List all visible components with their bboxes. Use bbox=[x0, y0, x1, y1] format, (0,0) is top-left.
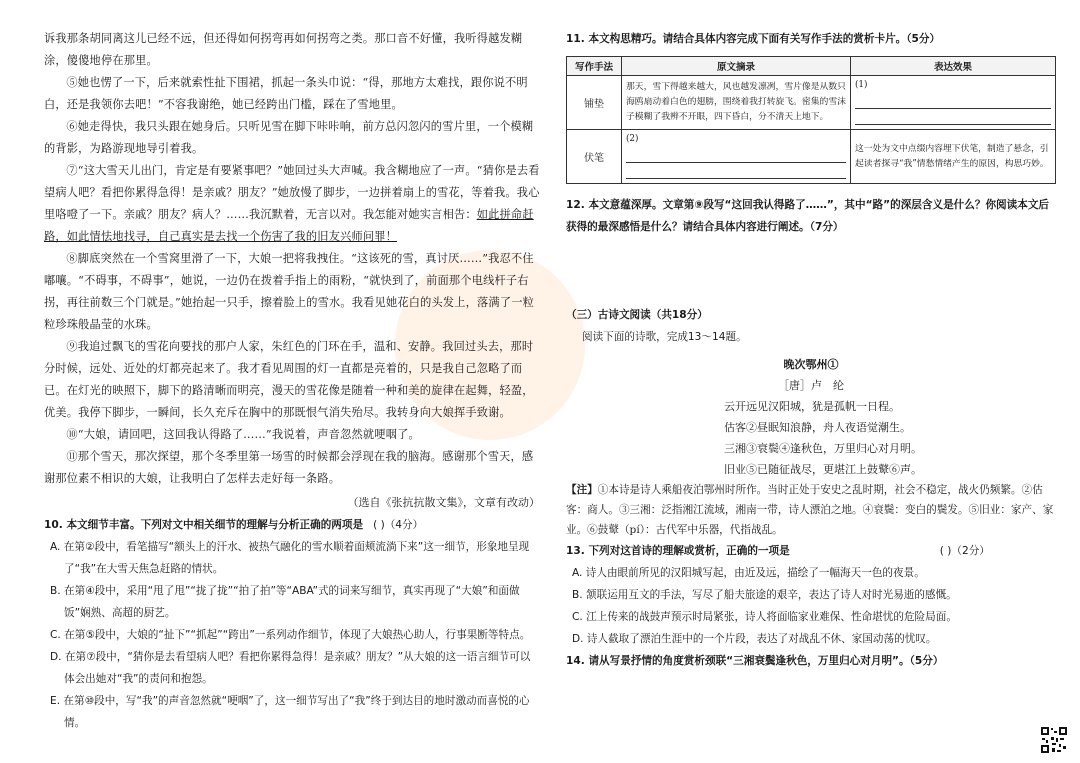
row1-effect-cell bbox=[851, 76, 1056, 130]
q13-option-c: C. 江上传来的战鼓声预示时局紧张，诗人将面临家业难保、性命堪忧的危险局面。 bbox=[572, 611, 957, 623]
q10-option-e: E. 在第⑩段中，写“我”的声音忽然就“哽咽”了，这一细节写出了“我”终于到达目的地时激动而喜悦的心情。 bbox=[50, 695, 530, 729]
answer-blank[interactable] bbox=[855, 111, 1051, 125]
question-14: 14. 请从写景抒情的角度赏析颈联“三湘衰鬓逢秋色，万里归心对月明”。（5分） bbox=[566, 655, 944, 667]
para-11: ⑪那个雪天，那次探望，那个冬季里第一场雪的时候都会浮现在我的脑海。感谢那个雪天，感谢那位素不相识的大娘，让我明白了怎样去走好每一条路。 bbox=[44, 450, 534, 485]
header-effect: 表达效果 bbox=[851, 57, 1056, 76]
row2-effect: 这一处为文中点缀内容埋下伏笔，制造了悬念，引起读者探寻“我”情愁情绪产生的原因，构思巧妙。 bbox=[851, 130, 1056, 184]
source-note: （选自《张抗抗散文集》，文章有改动） bbox=[347, 496, 540, 509]
q10-option-c: C. 在第⑤段中，大娘的“扯下”“抓起”“跨出”一系列动作细节，体现了大娘热心助人，行事果断等特点。 bbox=[50, 629, 531, 641]
q10-option-b: B. 在第④段中，采用“甩了甩”“拢了拢”“拍了拍”等“ABA”式的词来写细节，真实再现了“大娘”和面做饭”娴熟、高超的厨艺。 bbox=[50, 585, 520, 619]
para-5: ⑤她也愣了一下，后来就索性扯下围裙，抓起一条头巾说：“得，那地方太难找，跟你说不明白，还是我领你去吧！”不容我谢绝，她已经跨出门槛，踩在了雪地里。 bbox=[44, 76, 528, 111]
row2-quote-cell bbox=[622, 130, 851, 184]
para-7 bbox=[44, 160, 540, 248]
note-label: 【注】 bbox=[566, 484, 598, 496]
left-column bbox=[44, 28, 540, 734]
poem-title: 晚次鄂州① bbox=[783, 358, 839, 371]
row2-method: 伏笔 bbox=[567, 130, 622, 184]
answer-blank[interactable] bbox=[855, 95, 1051, 109]
q10-option-d: D. 在第⑦段中，“猜你是去看望病人吧？看把你累得急得！是亲戚？朋友？”从大娘的这一语言细节可以体会出她对“我”的责问和抱怨。 bbox=[50, 651, 531, 685]
appreciation-card-table bbox=[566, 56, 1056, 184]
question-10-mark: ( )（4分） bbox=[373, 519, 424, 531]
row1-effect-label: (1) bbox=[855, 80, 868, 90]
section-3-intro: 阅读下面的诗歌，完成13～14题。 bbox=[582, 331, 747, 343]
question-13-stem: 13. 下列对这首诗的理解或赏析，正确的一项是 bbox=[566, 545, 790, 557]
poem-notes bbox=[566, 480, 1056, 540]
table-row bbox=[567, 76, 1056, 130]
question-11 bbox=[566, 28, 1056, 50]
answer-space[interactable] bbox=[566, 238, 1056, 304]
header-method: 写作手法 bbox=[567, 57, 622, 76]
para-7-text: ⑦“这大雪天儿出门，肯定是有要紧事吧？”她回过头大声喊。我含糊地应了一声。“猜你是去看望病人吧？看把你累得急得！是亲戚？朋友？”她放慢了脚步，一边拼着扇上的雪花，等着我。我心里咯噔了一下。亲戚？朋友？病人？……我沉默着，无言以对。我怎能对她实言相告： bbox=[44, 164, 540, 221]
para-8: ⑧脚底突然在一个雪窝里滑了一下，大娘一把将我拽住。“这该死的雪，真讨厌……”我忍不住嘟嚷。“不碍事，不碍事”，她说，一边仍在拨着手指上的雨粉，“就快到了，前面那个电线杆子右拐，再往前数三个门就是。”她抬起一只手，擦着脸上的雪水。我看见她花白的头发上，落满了一粒粒珍珠般晶莹的水珠。 bbox=[44, 252, 534, 331]
q13-option-a: A. 诗人由眼前所见的汉阳城写起，由近及远，描绘了一幅海天一色的夜景。 bbox=[572, 567, 925, 579]
poem-author: ［唐］卢 纶 bbox=[778, 379, 844, 392]
answer-blank[interactable] bbox=[626, 149, 846, 163]
para-9: ⑨我追过飘飞的雪花向要找的那户人家，朱红色的门环在手，温和、安静。我回过头去，那时分时候，远处、近处的灯都亮起来了。我才看见周围的灯一直都是亮着的，只是我自己忽略了而已。在灯光的映照下，脚下的路清晰而明亮，漫天的雪花像是随着一种和美的旋律在起舞，轻盈，优美。我停下脚步，一瞬间，长久充斥在胸中的那既恨气消失殆尽。我转身向大娘挥手致谢。 bbox=[44, 340, 534, 419]
right-column bbox=[566, 28, 1056, 672]
qr-code-icon bbox=[1040, 726, 1068, 754]
question-12: 12. 本文意蕴深厚。文章第⑨段写“这回我认得路了……”，其中“路”的深层含义是什么？你阅读本文后获得的最深感悟是什么？请结合具体内容进行阐述。（7分） bbox=[566, 199, 1050, 233]
question-13 bbox=[566, 540, 1056, 562]
answer-blank[interactable] bbox=[626, 165, 846, 179]
q13-option-d: D. 诗人截取了漂泊生涯中的一个片段，表达了对战乱不休、家国动荡的忧叹。 bbox=[572, 633, 937, 645]
para-6: ⑥她走得快，我只头跟在她身后。只听见雪在脚下咔咔响，前方总闪忽闪的雪片里，一个模糊的背影，为路游现地导引着我。 bbox=[44, 120, 534, 155]
table-row bbox=[567, 130, 1056, 184]
table-header-row bbox=[567, 57, 1056, 76]
question-13-mark: ( )（2分） bbox=[939, 545, 990, 557]
question-10-stem: 10. 本文细节丰富。下列对文中相关细节的理解与分析正确的两项是 bbox=[44, 519, 364, 531]
row1-method: 铺垫 bbox=[567, 76, 622, 130]
q13-option-b: B. 颔联运用互文的手法，写尽了船夫旅途的艰辛，表达了诗人对时光易逝的感慨。 bbox=[572, 589, 957, 601]
poem-line: 估客②昼眠知浪静，舟人夜语觉潮生。 bbox=[724, 421, 911, 434]
question-10 bbox=[44, 514, 540, 536]
poem-line: 云开远见汉阳城，犹是孤帆一日程。 bbox=[724, 400, 900, 413]
para-4-cont: 诉我那条胡同离这儿已经不远，但还得如何拐弯再如何拐弯之类。那口音不好懂，我听得越发糊涂，傻傻地停在那里。 bbox=[44, 32, 523, 67]
section-3-title: （三）古诗文阅读（共18分） bbox=[566, 309, 708, 321]
para-7-underlined: 如此拼命赶路，如此情怯地找寻，自己真实是去找一个伤害了我的旧友兴师问罪！ bbox=[44, 208, 534, 243]
row2-quote-label: (2) bbox=[626, 134, 639, 144]
note-text: ①本诗是诗人乘船夜泊鄂州时所作。当时正处于安史之乱时期，社会不稳定，战火仍频繁。②估客：商人。③三湘：泛指湘江流域，湘南一带，诗人漂泊之地。④衰鬓：变白的鬓发。⑤旧业：家产、家业。⑥鼓鼙（pí）：古代军中乐器，代指战乱。 bbox=[566, 484, 1054, 536]
q10-option-a: A. 在第②段中，看笔描写“额头上的汗水、被热气融化的雪水顺着面颊流淌下来”这一细节，形象地呈现了“我”在大雪天焦急赶路的情状。 bbox=[50, 541, 530, 575]
poem-line: 旧业⑤已随征战尽，更堪江上鼓鼙⑥声。 bbox=[724, 463, 922, 476]
poem-line: 三湘③衰鬓④逢秋色，万里归心对月明。 bbox=[724, 442, 922, 455]
question-11-stem: 11. 本文构思精巧。请结合具体内容完成下面有关写作手法的赏析卡片。（5分） bbox=[566, 33, 941, 45]
row1-quote: 那天，雪下得越来越大，风也越发凛冽，雪片像是从数只海鸥扇动着白色的翅膀，围绕着我打转旋飞。密集的雪沫子模糊了我辨不开眼，四下昏白，分不清天上地下。 bbox=[622, 76, 851, 130]
header-quote: 原文摘录 bbox=[622, 57, 851, 76]
para-10: ⑩“大娘，请回吧，这回我认得路了……”我说着，声音忽然就哽咽了。 bbox=[66, 428, 420, 441]
